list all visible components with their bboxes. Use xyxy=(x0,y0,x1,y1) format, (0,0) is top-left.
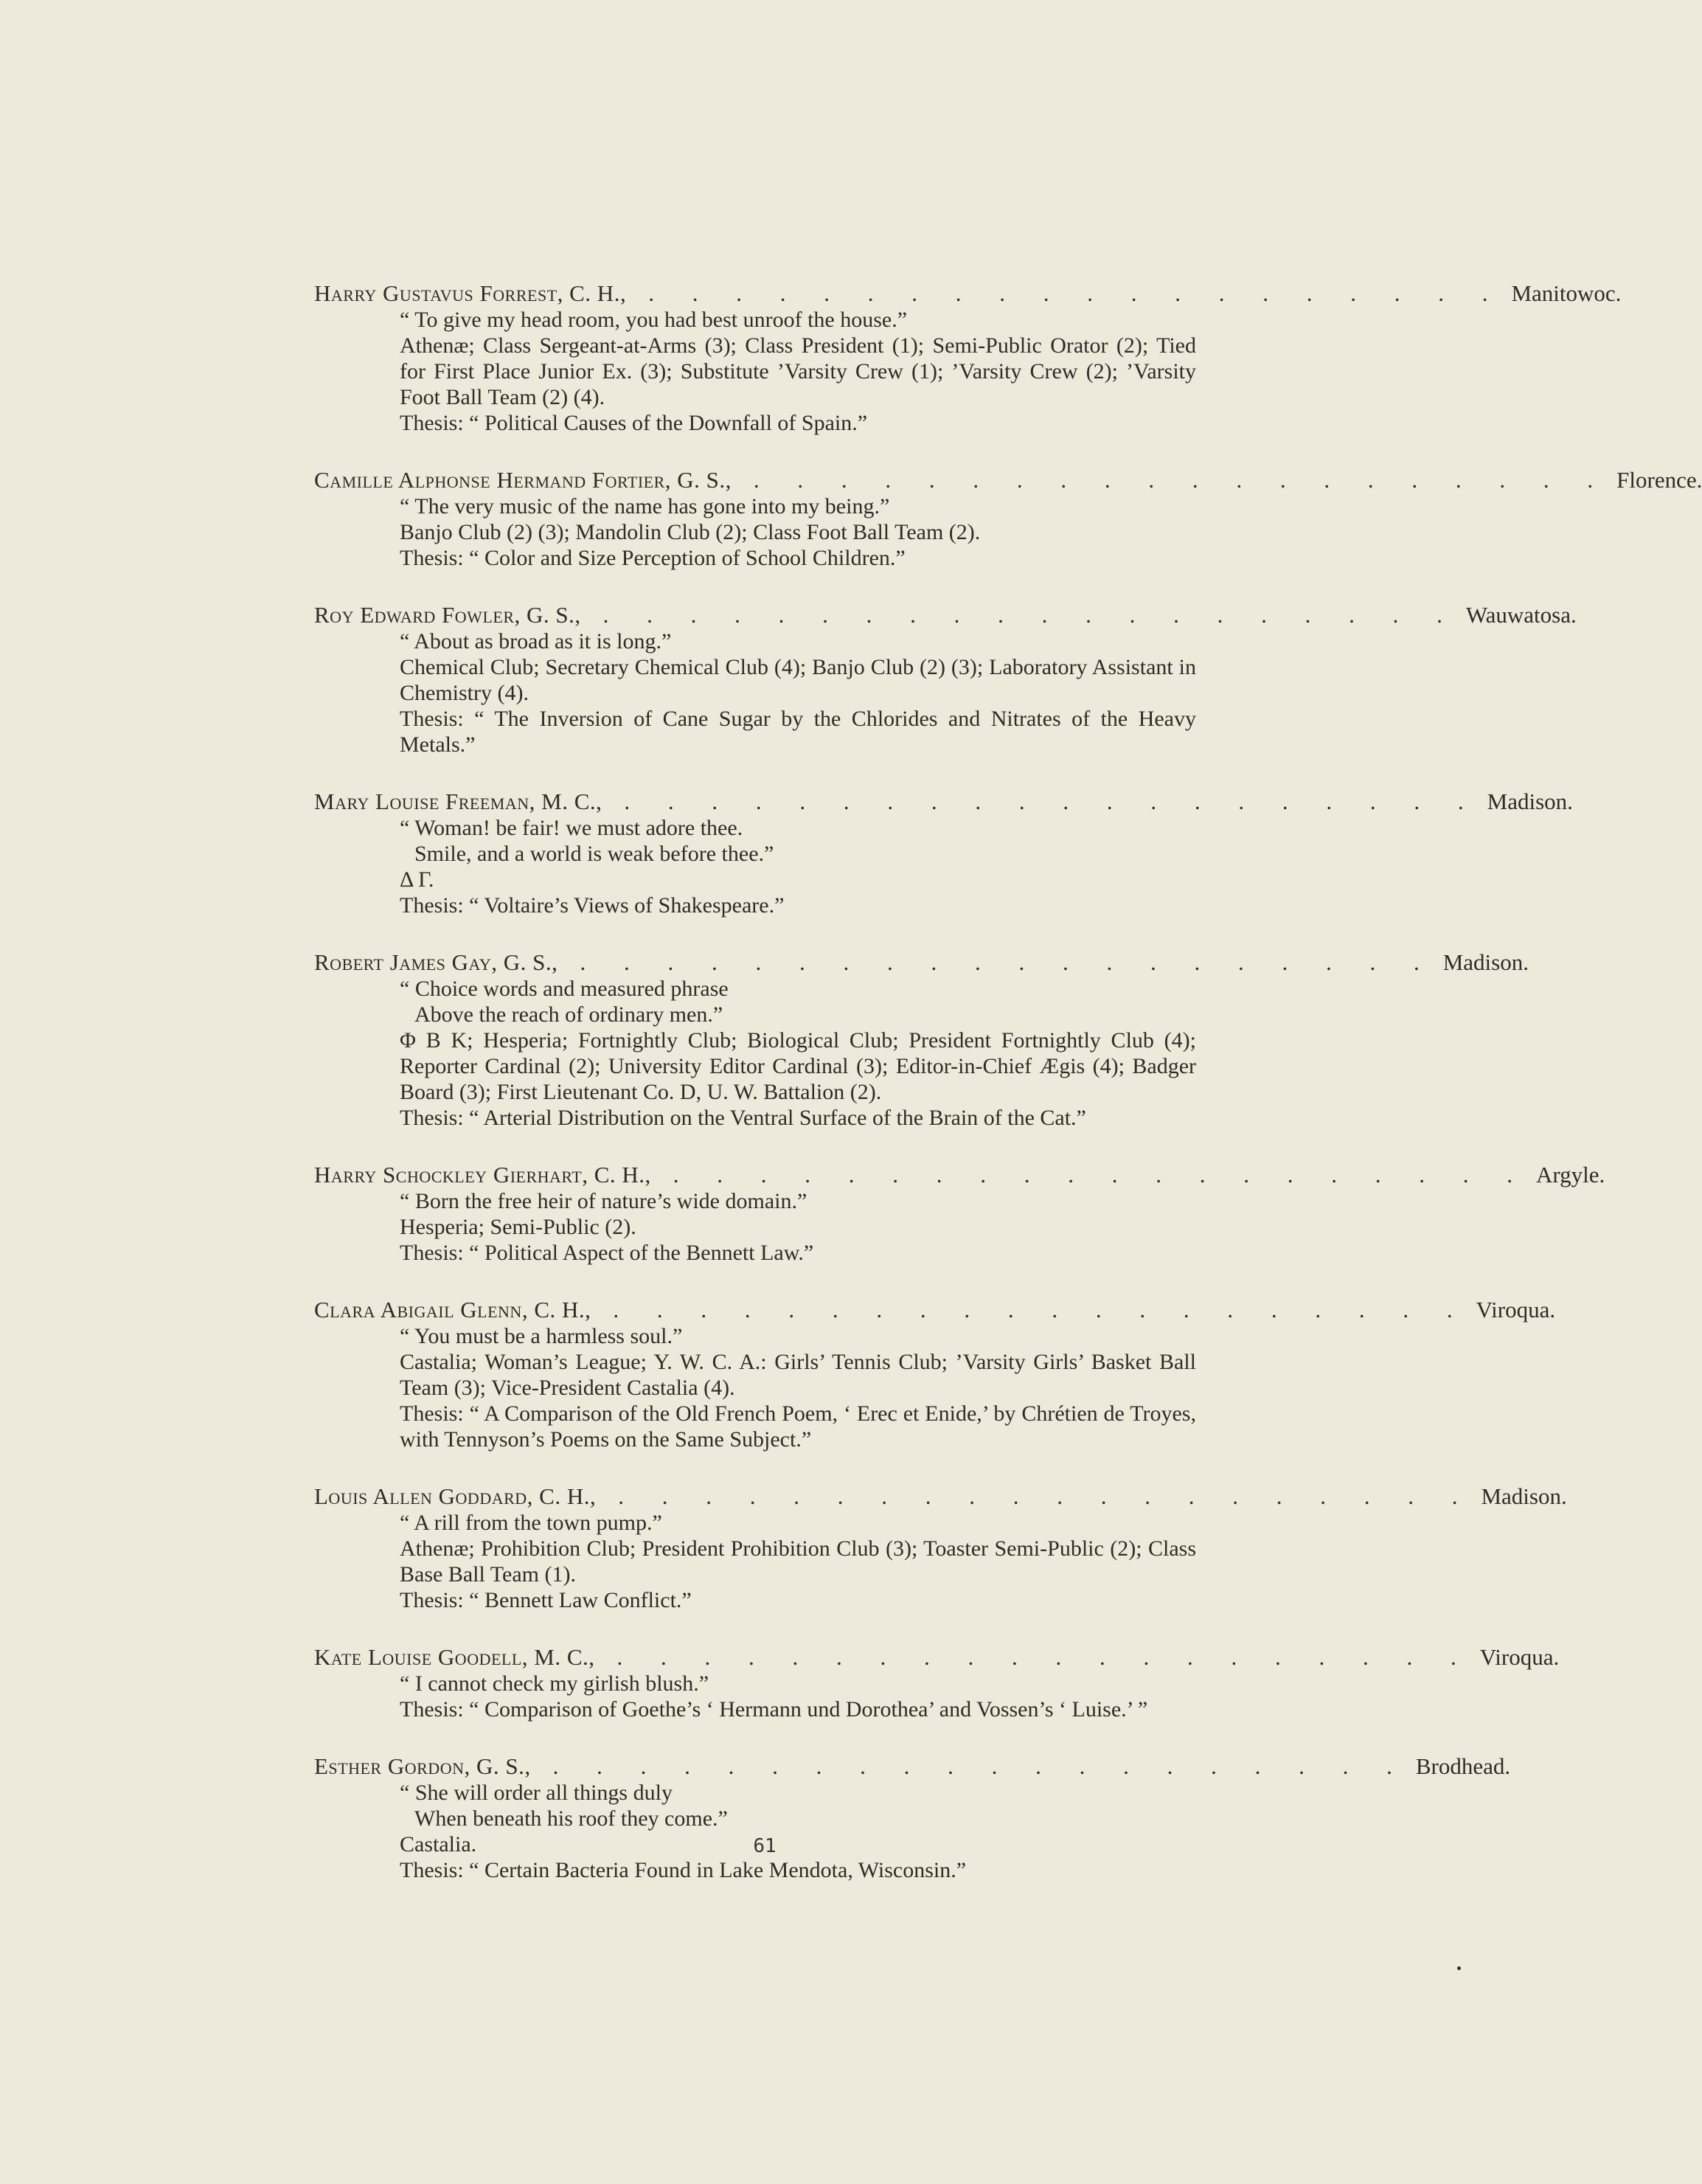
dot-leader: . . . . . . . . . . . . . . . . . . . . xyxy=(753,467,1610,493)
senior-class-listing xyxy=(314,280,1702,1914)
hometown: Florence. xyxy=(1616,467,1702,493)
thesis-line: Thesis: “ Political Causes of the Downfall of Spain.” xyxy=(400,411,868,435)
student-name: Robert James Gay, G. S., xyxy=(314,949,558,975)
entry-heading xyxy=(314,280,1622,307)
student-name: Clara Abigail Glenn, C. H., xyxy=(314,1297,591,1322)
dot-leader: . . . . . . . . . . . . . . . . . . . . xyxy=(602,602,1459,628)
thesis-line: Thesis: “ The Inversion of Cane Sugar by the Chlorides and Nitrates of the Heavy Metals.” xyxy=(400,707,1196,757)
ink-speck xyxy=(1457,1966,1461,1970)
hometown: Manitowoc. xyxy=(1511,280,1622,306)
thesis-line: Thesis: “ Voltaire’s Views of Shakespeare.” xyxy=(400,893,785,918)
motto-line: “ A rill from the town pump.” xyxy=(400,1511,662,1535)
student-name: Harry Schockley Gierhart, C. H., xyxy=(314,1162,651,1188)
entry-heading xyxy=(314,1753,1511,1780)
student-entry xyxy=(314,949,1529,1131)
activities-line: Castalia; Woman’s League; Y. W. C. A.: Girls’ Tennis Club; ’Varsity Girls’ Basket Ball Team (3); Vice-President Castalia (4). xyxy=(400,1350,1196,1400)
student-entry xyxy=(314,1753,1511,1883)
entry-heading xyxy=(314,467,1702,493)
entry-heading xyxy=(314,1297,1556,1323)
activities-line: Banjo Club (2) (3); Mandolin Club (2); Class Foot Ball Team (2). xyxy=(400,520,981,544)
student-entry xyxy=(314,788,1573,918)
thesis-line: Thesis: “ Arterial Distribution on the Ventral Surface of the Brain of the Cat.” xyxy=(400,1106,1086,1130)
student-entry xyxy=(314,602,1577,758)
student-name: Esther Gordon, G. S., xyxy=(314,1753,531,1779)
student-entry xyxy=(314,1297,1556,1452)
entry-body xyxy=(314,1671,1196,1722)
student-name: Mary Louise Freeman, M. C., xyxy=(314,788,602,814)
activities-line: Hesperia; Semi-Public (2). xyxy=(400,1215,636,1239)
motto-line: “ Choice words and measured phrase xyxy=(400,977,729,1001)
entry-body xyxy=(314,1188,1196,1266)
thesis-line: Thesis: “ Comparison of Goethe’s ‘ Hermann und Dorothea’ and Vossen’s ‘ Luise.’ ” xyxy=(400,1697,1148,1722)
activities-line: Athenæ; Class Sergeant-at-Arms (3); Class President (1); Semi-Public Orator (2); Tied for First Place Junior Ex. (3); Substitute ’Varsity Crew (1); ’Varsity Crew (2); ’Varsity Foot Ball Team (2) (4). xyxy=(400,333,1196,409)
entry-heading xyxy=(314,1483,1567,1510)
entry-heading xyxy=(314,788,1573,815)
hometown: Wauwatosa. xyxy=(1465,602,1577,628)
entry-heading xyxy=(314,602,1577,628)
entry-body xyxy=(314,307,1196,436)
entry-body xyxy=(314,976,1196,1131)
motto-line: “ The very music of the name has gone into my being.” xyxy=(400,494,890,519)
hometown: Madison. xyxy=(1481,1483,1567,1509)
student-name: Kate Louise Goodell, M. C., xyxy=(314,1644,595,1670)
dot-leader: . . . . . . . . . . . . . . . . . . . . xyxy=(552,1753,1409,1779)
thesis-line: Thesis: “ Bennett Law Conflict.” xyxy=(400,1588,692,1612)
motto-line: “ She will order all things duly xyxy=(400,1781,673,1805)
activities-line: Athenæ; Prohibition Club; President Prohibition Club (3); Toaster Semi-Public (2); Class Base Ball Team (1). xyxy=(400,1536,1196,1587)
motto-line: When beneath his roof they come.” xyxy=(414,1806,728,1831)
student-entry xyxy=(314,280,1622,436)
motto-line: “ You must be a harmless soul.” xyxy=(400,1324,683,1348)
entry-body xyxy=(314,1510,1196,1613)
motto-line: “ Woman! be fair! we must adore thee. xyxy=(400,816,743,840)
activities-line: Castalia. xyxy=(400,1832,477,1857)
dot-leader: . . . . . . . . . . . . . . . . . . . . xyxy=(648,280,1504,306)
student-name: Louis Allen Goddard, C. H., xyxy=(314,1483,597,1509)
hometown: Madison. xyxy=(1487,788,1573,814)
motto-line: “ I cannot check my girlish blush.” xyxy=(400,1671,709,1696)
motto-line: “ About as broad as it is long.” xyxy=(400,629,672,654)
student-name: Camille Alphonse Hermand Fortier, G. S., xyxy=(314,467,732,493)
entry-heading xyxy=(314,1162,1605,1188)
activities-line: Δ Γ. xyxy=(400,867,434,892)
entry-body xyxy=(314,1780,1196,1883)
entry-heading xyxy=(314,1644,1560,1671)
hometown: Viroqua. xyxy=(1479,1644,1560,1670)
motto-line: Smile, and a world is weak before thee.” xyxy=(414,842,774,866)
entry-body xyxy=(314,1323,1196,1452)
thesis-line: Thesis: “ A Comparison of the Old French Poem, ‘ Erec et Enide,’ by Chrétien de Troyes, with Tennyson’s Poems on the Same Subject.” xyxy=(400,1401,1196,1452)
dot-leader: . . . . . . . . . . . . . . . . . . . . xyxy=(580,949,1436,975)
entry-heading xyxy=(314,949,1529,976)
hometown: Brodhead. xyxy=(1415,1753,1511,1779)
student-entry xyxy=(314,1162,1605,1266)
motto-line: “ To give my head room, you had best unroof the house.” xyxy=(400,308,908,332)
student-entry xyxy=(314,467,1702,571)
student-name: Harry Gustavus Forrest, C. H., xyxy=(314,280,627,306)
motto-line: “ Born the free heir of nature’s wide domain.” xyxy=(400,1189,807,1213)
thesis-line: Thesis: “ Political Aspect of the Bennett Law.” xyxy=(400,1241,814,1265)
thesis-line: Thesis: “ Color and Size Perception of School Children.” xyxy=(400,546,906,570)
thesis-line: Thesis: “ Certain Bacteria Found in Lake Mendota, Wisconsin.” xyxy=(400,1858,967,1882)
hometown: Argyle. xyxy=(1536,1162,1605,1188)
page-number: 61 xyxy=(753,1835,777,1857)
dot-leader: . . . . . . . . . . . . . . . . . . . . xyxy=(618,1483,1474,1509)
entry-body xyxy=(314,493,1196,571)
student-name: Roy Edward Fowler, G. S., xyxy=(314,602,581,628)
motto-line: Above the reach of ordinary men.” xyxy=(414,1002,723,1027)
entry-body xyxy=(314,628,1196,758)
hometown: Viroqua. xyxy=(1476,1297,1556,1322)
activities-line: Φ Β Κ; Hesperia; Fortnightly Club; Biological Club; President Fortnightly Club (4); Reporter Cardinal (2); University Editor Cardinal (3); Editor-in-Chief Ægis (4); Badger Board (3); First Lieutenant Co. D, U. W. Battalion (2). xyxy=(400,1028,1196,1104)
activities-line: Chemical Club; Secretary Chemical Club (4); Banjo Club (2) (3); Laboratory Assistant in Chemistry (4). xyxy=(400,655,1196,705)
hometown: Madison. xyxy=(1442,949,1529,975)
student-entry xyxy=(314,1483,1567,1613)
dot-leader: . . . . . . . . . . . . . . . . . . . . xyxy=(613,1297,1469,1322)
dot-leader: . . . . . . . . . . . . . . . . . . . . xyxy=(673,1162,1529,1188)
dot-leader: . . . . . . . . . . . . . . . . . . . . xyxy=(616,1644,1473,1670)
student-entry xyxy=(314,1644,1560,1722)
entry-body xyxy=(314,815,1196,918)
dot-leader: . . . . . . . . . . . . . . . . . . . . xyxy=(624,788,1480,814)
